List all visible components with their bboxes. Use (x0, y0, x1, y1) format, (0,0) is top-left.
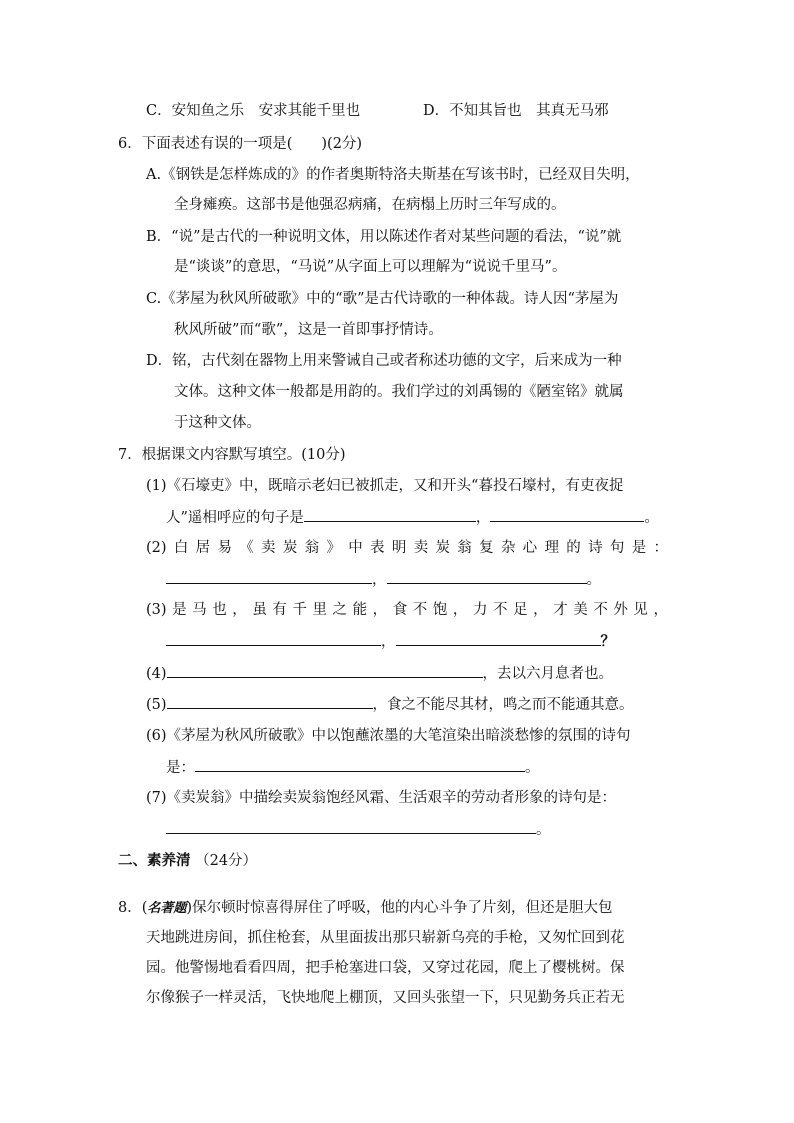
q7-stem: 7．根据课文内容默写填空。(10分) (118, 447, 346, 463)
q7-item5-tail: ，食之不能尽其材，鸣之而不能通其意。 (372, 697, 634, 713)
q7-item1-period: 。 (644, 510, 659, 526)
q7-item6-period: 。 (525, 760, 540, 776)
q7-item6-prompt: 是： (166, 760, 195, 776)
q6-option-c-line2: 秋风所破”而“歌”，这是一首即事抒情诗。 (174, 322, 443, 338)
q7-item1-blank1[interactable] (304, 507, 476, 522)
q6-option-a-line1: A.《钢铁是怎样炼成的》的作者奥斯特洛夫斯基在写该书时，已经双目失明， (146, 167, 640, 183)
q7-item1-blank2[interactable] (490, 507, 644, 522)
q5-option-c: C．安知鱼之乐 安求其能千里也 (146, 103, 361, 119)
q7-item3-blank1[interactable] (166, 631, 381, 646)
section2-title: 二、素养清 (118, 852, 191, 869)
q5-option-d: D．不知其旨也 其真无马邪 (423, 103, 609, 119)
q7-item3-blank2[interactable] (396, 631, 601, 646)
q7-item5-num: (5) (146, 697, 167, 713)
section2-heading (118, 851, 257, 871)
q7-item1-comma: ， (475, 510, 491, 526)
q7-item5-blank[interactable] (167, 694, 373, 709)
q7-item2-line2 (166, 569, 601, 590)
q7-item6-blank[interactable] (195, 757, 525, 772)
q7-item2-line1 (146, 538, 668, 558)
q8-tag: 名著题 (147, 901, 187, 916)
q7-item3-line2 (166, 631, 615, 652)
q7-item4-num: (4) (146, 666, 167, 682)
q7-item1-line1: (1)《石壕吏》中，既暗示老妇已被抓走，又和开头“暮投石壕村，有吏夜捉 (146, 478, 624, 494)
q7-item6-line1: (6)《茅屋为秋风所破歌》中以饱蘸浓墨的大笔渲染出暗淡愁惨的氛围的诗句 (146, 728, 631, 744)
q7-item3-line1 (146, 600, 668, 620)
q6-option-b-line2: 是“谈谈”的意思，“马说”从字面上可以理解为“说说千里马”。 (174, 259, 567, 275)
q6-option-b-line1: B．“说”是古代的一种说明文体，用以陈述作者对某些问题的看法，“说”就 (146, 229, 622, 245)
q6-option-d-line3: 于这种文体。 (174, 415, 261, 431)
q6-stem: 6．下面表述有误的一项是( )(2分) (118, 136, 363, 152)
q6-option-d-line2: 文体。这种文体一般都是用韵的。我们学过的刘禹锡的《陋室铭》就属 (174, 384, 624, 400)
q7-item2-period: 。 (586, 572, 601, 588)
q8-line4: 尔像猴子一样灵活，飞快地爬上棚顶，又回头张望一下，只见勤务兵正若无 (146, 990, 625, 1006)
section2-score: （24分） (195, 853, 258, 869)
q7-item3-prompt: (3)是马也，虽有千里之能，食不饱，力不足，才美不外见， (146, 602, 668, 618)
q8-line3: 园。他警惕地看看四周，把手枪塞进口袋，又穿过花园，爬上了樱桃树。保 (146, 960, 625, 976)
q7-item1-line2 (166, 507, 659, 528)
q7-item4-tail: ，去以六月息者也。 (482, 666, 614, 682)
q7-item2-comma: ， (372, 572, 387, 588)
q6-option-a-line2: 全身瘫痪。这部书是他强忍病痛，在病榻上历时三年写成的。 (174, 197, 566, 213)
q7-item7-line1: (7)《卖炭翁》中描绘卖炭翁饱经风霜、生活艰辛的劳动者形象的诗句是： (146, 790, 617, 806)
q7-item2-prompt: (2)白居易《卖炭翁》中表明卖炭翁复杂心理的诗句是： (146, 540, 668, 556)
q7-item7-line2 (166, 819, 551, 840)
q8-num: 8．( (118, 900, 148, 916)
q8-text1: )保尔顿时惊喜得屏住了呼吸，他的内心斗争了片刻，但还是胆大包 (186, 900, 613, 916)
q8-line2: 天地跳进房间，抓住枪套，从里面拔出那只崭新乌亮的手枪，又匆忙回到花 (146, 930, 625, 946)
q7-item7-period: 。 (536, 822, 551, 838)
q6-option-d-line1: D．铭，古代刻在器物上用来警诫自己或者称述功德的文字，后来成为一种 (146, 353, 622, 369)
q7-item1-prompt: 人”遥相呼应的句子是 (166, 510, 304, 526)
q7-item6-line2 (166, 757, 540, 778)
q6-option-c-line1: C.《茅屋为秋风所破歌》中的“歌”是古代诗歌的一种体裁。诗人因“茅屋为 (146, 291, 619, 307)
q7-item3-qmark: ？ (600, 633, 615, 650)
q8-line1 (118, 898, 613, 919)
q7-item2-blank2[interactable] (387, 569, 587, 584)
q7-item2-blank1[interactable] (166, 569, 372, 584)
q7-item3-comma: ， (381, 634, 396, 650)
q7-item7-blank[interactable] (166, 819, 536, 834)
q7-item5-line (146, 694, 634, 715)
q7-item4-line (146, 663, 613, 684)
q7-item4-blank[interactable] (167, 663, 483, 678)
